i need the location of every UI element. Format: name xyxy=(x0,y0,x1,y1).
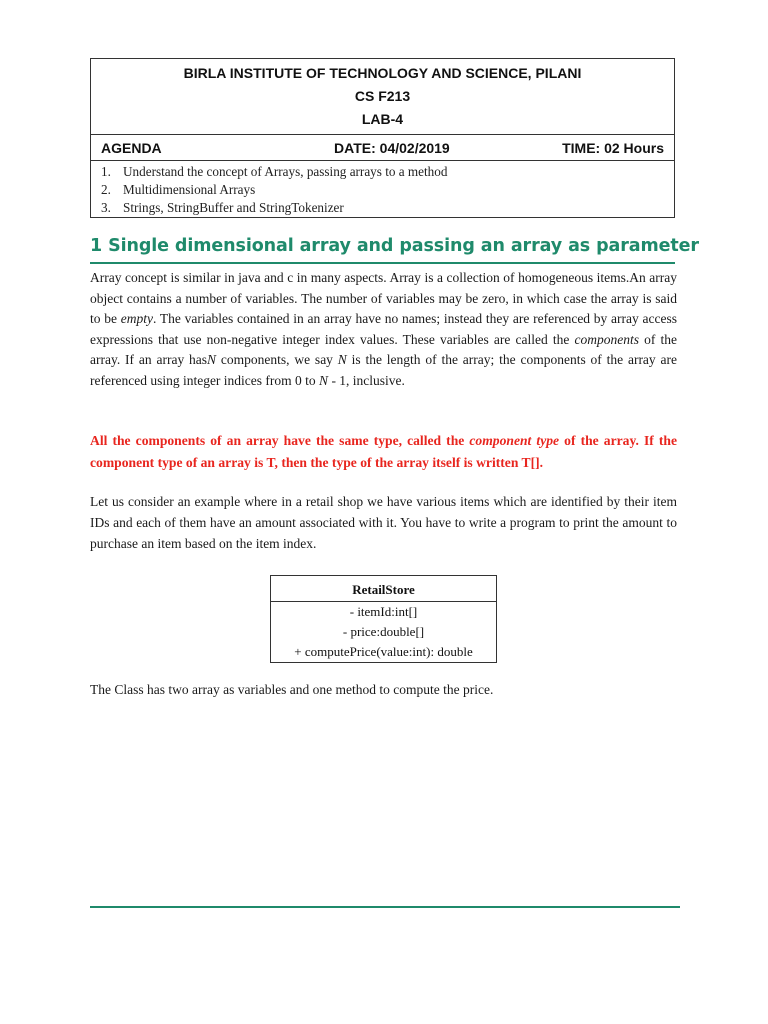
text-run: components, we say xyxy=(216,352,338,368)
retail-example-paragraph: Let us consider an example where in a retail shop we have various items which are identified by their item IDs and each of them have an amount associated with it. You have to write a program to print the amount to purchase an item based on the item index. xyxy=(90,494,677,551)
lab-duration: TIME: 02 Hours xyxy=(562,139,664,156)
lab-header-box xyxy=(90,58,675,218)
component-type-term: component type xyxy=(469,433,560,448)
text-run: - 1, inclusive. xyxy=(328,372,405,388)
uml-member: - itemId:int[] xyxy=(349,604,418,619)
text-run: is the length of the array; the components of the array are referenced using integer indices from 0 to xyxy=(90,352,677,388)
n-variable: N xyxy=(337,352,347,368)
agenda-list xyxy=(91,161,674,217)
heading-underline xyxy=(90,262,675,264)
header-titles xyxy=(91,59,674,134)
uml-class-box xyxy=(270,575,497,663)
text-run: . The variables contained in an array have no names; instead they are referenced by array access expressions that use non-negative integer index values. These variables are called the xyxy=(90,311,677,347)
uml-member: - price:double[] xyxy=(342,624,425,639)
agenda-label: AGENDA xyxy=(101,139,162,156)
institute-name: BIRLA INSTITUTE OF TECHNOLOGY AND SCIENCE, PILANI xyxy=(183,65,582,81)
components-term: components xyxy=(574,331,639,347)
agenda-row xyxy=(91,134,674,161)
text-run: of the array. If the component type of an array is T, then the type of the array itself is written T[]. xyxy=(90,433,678,470)
class-description-paragraph: The Class has two array as variables and one method to compute the price. xyxy=(90,682,494,697)
agenda-item xyxy=(101,163,674,181)
section-heading: 1 Single dimensional array and passing an array as parameter xyxy=(90,236,699,256)
n-variable: N xyxy=(319,372,329,388)
agenda-item-text: Understand the concept of Arrays, passing arrays to a method xyxy=(123,164,448,179)
uml-member: + computePrice(value:int): double xyxy=(294,644,473,659)
agenda-item xyxy=(101,199,674,217)
lab-number: LAB-4 xyxy=(361,111,404,127)
agenda-item-number: 3. xyxy=(101,200,111,215)
text-run: Array concept is similar in java and c in many aspects. Array is a collection of homogeneous items.An array object contains a number of variables. The number of variables may be zero, in which case the array is said to be xyxy=(90,270,677,327)
text-run: All the components of an array have the same type, called the xyxy=(90,433,470,448)
text-run: of the array. If an array has xyxy=(90,331,677,368)
agenda-item xyxy=(101,181,674,199)
course-code: CS F213 xyxy=(354,88,411,104)
n-variable: N xyxy=(207,352,217,368)
footer-rule xyxy=(90,906,680,908)
lab-date: DATE: 04/02/2019 xyxy=(334,139,450,156)
array-concept-paragraph xyxy=(90,268,677,392)
agenda-item-number: 1. xyxy=(101,164,111,179)
agenda-item-text: Strings, StringBuffer and StringTokenizer xyxy=(123,200,344,215)
agenda-item-text: Multidimensional Arrays xyxy=(123,182,256,197)
component-type-paragraph xyxy=(90,430,677,474)
agenda-item-number: 2. xyxy=(101,182,111,197)
empty-term: empty xyxy=(120,311,153,327)
uml-class-name: RetailStore xyxy=(271,576,496,602)
